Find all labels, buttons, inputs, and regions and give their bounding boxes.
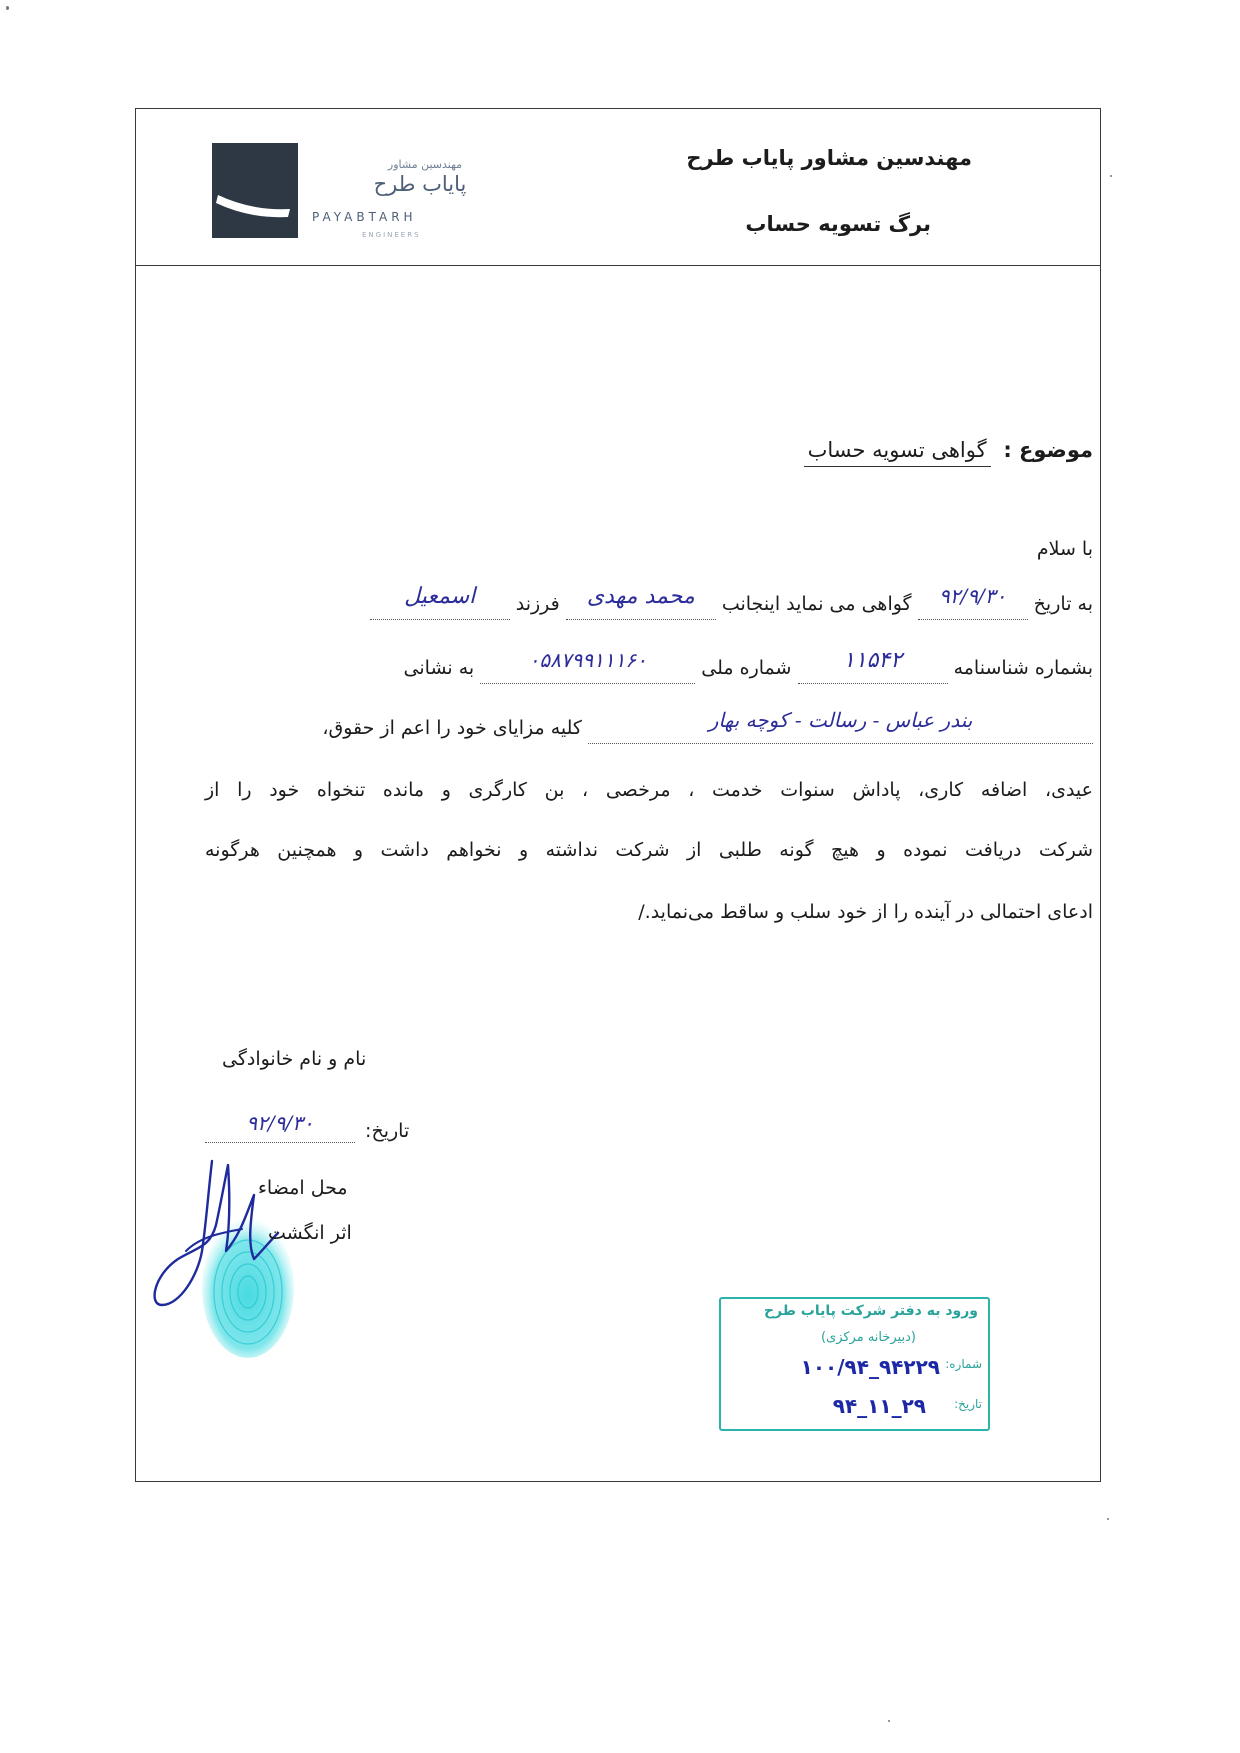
stamp-date: ۹۴_۱۱_۲۹ [832,1394,926,1418]
scan-speck [888,1720,890,1722]
address-field [588,708,1093,744]
logo-en-tagline: ENGINEERS [362,231,421,239]
date-field [918,584,1028,620]
national-code-field [480,648,695,684]
text-national-code: شماره ملی [701,657,792,679]
logo-fa-name: پایاب طرح [373,172,467,196]
handwritten-national-code: ۰۵۸۷۹۹۱۱۱۶۰ [528,648,647,672]
letter-line-5: شرکت دریافت نموده و هیچ گونه طلبی از شرکت نداشته و نخواهم داشت و همچنین هرگونه [205,839,1093,861]
text-child-of: فرزند [515,593,560,615]
receipt-stamp [719,1297,990,1431]
stamp-date-label: تاریخ: [954,1397,982,1411]
father-name-field [370,584,510,620]
scan-speck [6,6,9,10]
text-benefits: کلیه مزایای خود را اعم از حقوق، [322,717,582,739]
handwritten-id-number: ۱۱۵۴۲ [842,648,903,673]
stamp-subtitle: (دبیرخانه مرکزی) [820,1330,916,1345]
letter-line-1 [205,584,1093,620]
letter-line-3 [205,708,1093,744]
text-id-number: بشماره شناسنامه [953,657,1093,679]
stamp-number-label: شماره: [945,1357,982,1371]
scan-speck [1110,175,1112,177]
signature-date-field [205,1111,355,1143]
company-name: مهندسین مشاور پایاب طرح [686,146,972,170]
letter-line-6: ادعای احتمالی در آینده را از خود سلب و ساقط می‌نماید./ [638,901,1093,923]
company-logo-mark [212,143,298,238]
text-address: به نشانی [403,657,475,679]
letter-line-2 [205,648,1093,684]
name-field [566,584,716,620]
greeting: با سلام [1036,538,1093,560]
text-date-intro: به تاریخ [1033,593,1093,615]
fingerprint-label: اثر انگشت [268,1222,352,1244]
header-divider [135,265,1101,266]
scan-speck [1107,1518,1109,1520]
logo-fa-tagline: مهندسین مشاور [387,158,463,171]
signature-date-label: تاریخ: [365,1120,410,1142]
logo-swoosh-icon [212,143,298,238]
full-name-label: نام و نام خانوادگی [222,1048,367,1070]
handwritten-name: محمد مهدی [586,584,695,609]
handwritten-father-name: اسمعیل [404,584,476,609]
handwritten-date: ۹۲/۹/۳۰ [939,584,1007,608]
signature-place-label: محل امضاء [258,1177,348,1199]
stamp-title: ورود به دفتر شرکت پایاب طرح [763,1303,978,1319]
signature-date-row [205,1111,410,1143]
stamp-number: ۱۰۰/۹۴_۹۴۲۲۹ [800,1355,940,1379]
handwritten-address: بندر عباس - رسالت - کوچه بهار [708,708,973,732]
letter-line-4: عیدی، اضافه کاری، پاداش سنوات خدمت ، مرخصی ، بن کارگری و مانده تنخواه خود را از [205,779,1093,801]
text-certifies: گواهی می نماید اینجانب [721,593,912,615]
handwritten-signature-date: ۹۲/۹/۳۰ [246,1111,314,1135]
subject-label: موضوع : [1003,438,1093,462]
id-number-field [798,648,948,684]
subject-value: گواهی تسویه حساب [804,438,991,467]
subject-row [804,438,1093,467]
form-title: برگ تسویه حساب [745,212,931,236]
logo-en-name: PAYABTARH [312,210,417,224]
